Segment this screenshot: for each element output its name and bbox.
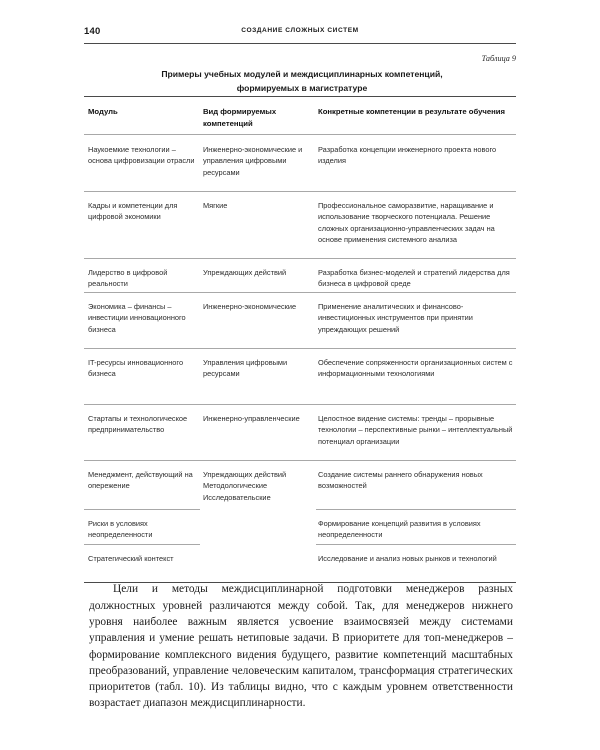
table-row: IT-ресурсы инновационного бизнеса (88, 358, 184, 379)
table-row: Стратегический контекст (88, 554, 174, 563)
header-bottom-rule (84, 134, 516, 135)
row-rule-right (316, 509, 516, 510)
running-head (84, 26, 516, 42)
table-row: Исследование и анализ новых рынков и технологий (318, 554, 497, 563)
table-row: Разработка концепции инженерного проекта нового изделия (318, 145, 497, 166)
row-rule (84, 191, 516, 192)
row-rule (84, 292, 516, 293)
table-title-line-2: формируемых в магистратуре (236, 82, 368, 93)
table-row: Управления цифровыми ресурсами (203, 358, 288, 379)
table-row: Риски в условиях неопределенности (88, 519, 153, 540)
table-row: Формирование концепций развития в условиях неопределенности (318, 519, 481, 540)
table-row: Наукоемкие технологии – основа цифровизации отрасли (88, 145, 195, 166)
table-row: Обеспечение сопряженности организационных систем с информационными технологиями (318, 358, 513, 379)
table-row: Кадры и компетенции для цифровой экономики (88, 201, 178, 222)
column-header-competences: Конкретные компетенции в результате обучения (318, 107, 505, 116)
column-header-module: Модуль (88, 107, 118, 116)
row-rule (84, 348, 516, 349)
running-title: СОЗДАНИЕ СЛОЖНЫХ СИСТЕМ (241, 27, 359, 34)
header-rule (84, 43, 516, 44)
table-top-rule (84, 96, 516, 97)
table-row: Мягкие (203, 201, 228, 210)
column-header-competence-type: Вид формируемых компетенций (203, 107, 277, 128)
table-title-line-1: Примеры учебных модулей и междисциплинарных компетенций, (161, 69, 443, 79)
page-number: 140 (84, 26, 101, 37)
table-row: Менеджмент, действующий на опережение (88, 470, 193, 491)
merged-competence-type-cell: Упреждающих действий Методологические Исследовательские (203, 470, 287, 502)
row-rule (84, 460, 516, 461)
row-rule (84, 258, 516, 259)
table-row: Инженерно-экономические (203, 302, 297, 311)
row-rule-right (316, 544, 516, 545)
table-row: Создание системы раннего обнаружения новых возможностей (318, 470, 483, 491)
table-row: Стартапы и технологическое предпринимательство (88, 414, 188, 435)
table-row: Профессиональное саморазвитие, наращивание и использование творческого потенциала. Решение сложных организационно-управленческих задач на основе применения системного анализа (318, 201, 495, 245)
body-paragraph: Цели и методы междисциплинарной подготовки менеджеров разных должностных уровней различаются между собой. Так, для менеджеров нижнего уровня наиболее важным является усвоение взаимосвязей между системами управления и умение решать нетиповые задачи. В приоритете для топ-менеджеров – формирование комплексного видения будущего, развитие компетенций масштабных преобразований, управление человеческим капиталом, трансформация стратегических приоритетов (табл. 10). Из таблицы видно, что с каждым уровнем ответственности возрастает диапазон междисциплинарности. (89, 583, 513, 710)
table-row: Инженерно-экономические и управления цифровыми ресурсами (203, 145, 303, 177)
row-rule-left (84, 544, 200, 545)
table-row: Применение аналитических и финансово-инвестиционных инструментов при принятии упреждающих решений (318, 302, 473, 334)
table-row: Разработка бизнес-моделей и стратегий лидерства для бизнеса в цифровой среде (318, 268, 510, 289)
table-row: Экономика – финансы – инвестиции инновационного бизнеса (88, 302, 186, 334)
row-rule-left (84, 509, 200, 510)
table-row: Упреждающих действий (203, 268, 287, 277)
table-title (104, 68, 500, 95)
table-row: Лидерство в цифровой реальности (88, 268, 168, 289)
row-rule (84, 404, 516, 405)
table-row: Целостное видение системы: тренды – прорывные технологии – перспективные рынки – интеллектуальный потенциал организации (318, 414, 513, 446)
table-row: Инженерно-управленческие (203, 414, 300, 423)
table-number-label: Таблица 9 (481, 54, 516, 63)
